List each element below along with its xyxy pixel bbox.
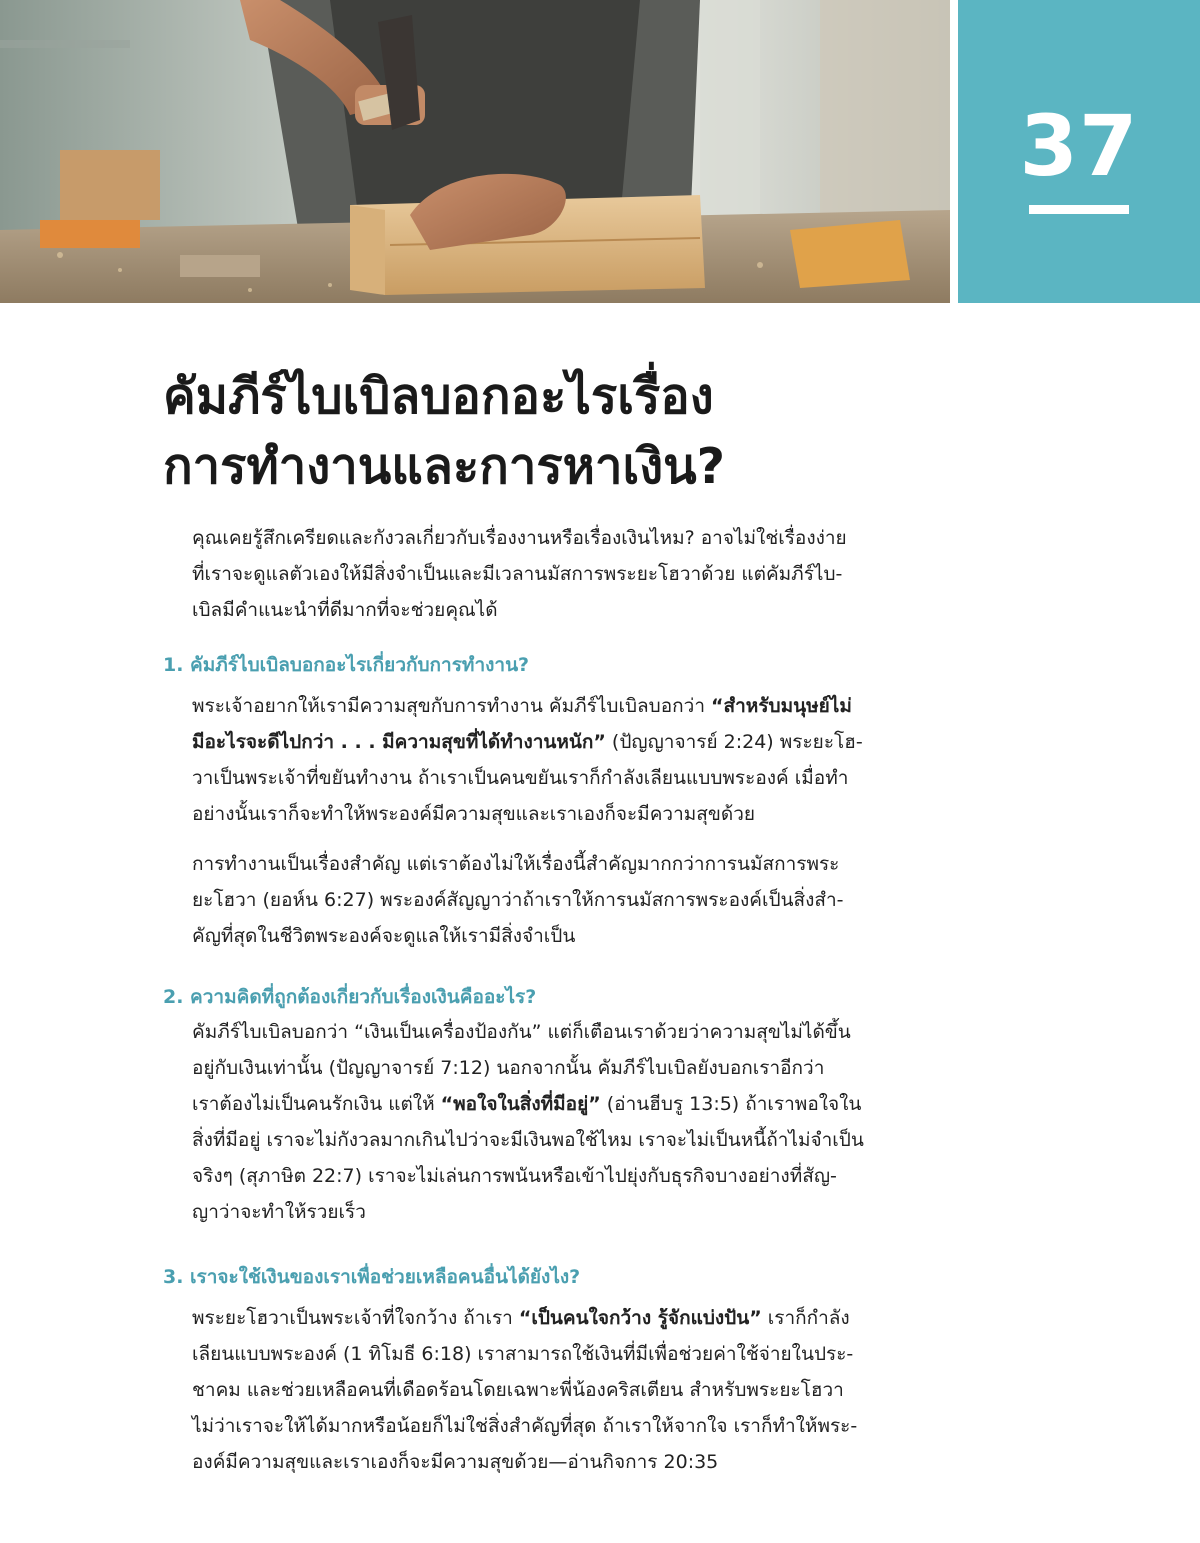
title-line-2: การทำงานและการหาเงิน? [163,438,726,495]
text-run: พระเจ้าอยากให้เรามีความสุขกับการทำงาน คัมภีร์ไบเบิลบอกว่า [192,695,712,717]
text-line: จริงๆ (สุภาษิต 22:7) เราจะไม่เล่นการพนันหรือเข้าไปยุ่งกับธุรกิจบางอย่างที่สัญ- [192,1165,837,1187]
text-run: เราต้องไม่เป็นคนรักเงิน แต่ให้ [192,1093,441,1115]
text-line: องค์มีความสุขและเราเองก็จะมีความสุขด้วย—อ่านกิจการ 20:35 [192,1451,719,1473]
text-line [192,1086,952,1122]
intro-line: ที่เราจะดูแลตัวเองให้มีสิ่งจำเป็นและมีเวลานมัสการพระยะโฮวาด้วย แต่คัมภีร์ไบ- [192,563,843,585]
text-line [192,688,952,724]
page-title [163,362,963,502]
chapter-tab [958,0,1200,303]
scripture-ref: (อ่านฮีบรู 13:5) ถ้าเราพอใจใน [600,1093,862,1115]
text-run: เราก็กำลัง [761,1307,850,1329]
text-line: วาเป็นพระเจ้าที่ขยันทำงาน ถ้าเราเป็นคนขยันเราก็กำลังเลียนแบบพระองค์ เมื่อทำ [192,767,849,789]
section-2-paragraph-1 [192,1014,952,1230]
section-1-paragraph-2 [192,846,952,954]
text-line: อย่างนั้นเราก็จะทำให้พระองค์มีความสุขและเราเองก็จะมีความสุขด้วย [192,803,755,825]
quote-bold: “สำหรับมนุษย์ไม่ [711,695,852,717]
text-line: คัญที่สุดในชีวิตพระองค์จะดูแลให้เรามีสิ่งจำเป็น [192,925,576,947]
text-line: การทำงานเป็นเรื่องสำคัญ แต่เราต้องไม่ให้เรื่องนี้สำคัญมากกว่าการนมัสการพระ [192,853,840,875]
text-line: สิ่งที่มีอยู่ เราจะไม่กังวลมากเกินไปว่าจะมีเงินพอใช้ไหม เราจะไม่เป็นหนี้ถ้าไม่จำเป็น [192,1129,864,1151]
chapter-number: 37 [1019,97,1139,195]
hero-photo [0,0,950,303]
text-line [192,724,952,760]
text-line [192,1300,952,1336]
quote-bold: มีอะไรจะดีไปกว่า . . . มีความสุขที่ได้ทำงานหนัก” [192,731,606,753]
section-3-heading: 3. เราจะใช้เงินของเราเพื่อช่วยเหลือคนอื่นได้ยังไง? [163,1266,581,1288]
text-run: พระยะโฮวาเป็นพระเจ้าที่ใจกว้าง ถ้าเรา [192,1307,519,1329]
scripture-ref: (ปัญญาจารย์ 2:24) พระยะโฮ- [605,731,863,753]
text-line: ญาว่าจะทำให้รวยเร็ว [192,1201,366,1223]
intro-paragraph [192,520,952,628]
intro-line: คุณเคยรู้สึกเครียดและกังวลเกี่ยวกับเรื่องงานหรือเรื่องเงินไหม? อาจไม่ใช่เรื่องง่าย [192,527,847,549]
section-1-paragraph-1 [192,688,952,832]
section-3-paragraph-1 [192,1300,952,1480]
text-line: ยะโฮวา (ยอห์น 6:27) พระองค์สัญญาว่าถ้าเราให้การนมัสการพระองค์เป็นสิ่งสำ- [192,889,844,911]
text-line: เลียนแบบพระองค์ (1 ทิโมธี 6:18) เราสามารถใช้เงินที่มีเพื่อช่วยค่าใช้จ่ายในประ- [192,1343,854,1365]
chapter-rule [1029,205,1129,214]
text-line: คัมภีร์ไบเบิลบอกว่า “เงินเป็นเครื่องป้องกัน” แต่ก็เตือนเราด้วยว่าความสุขไม่ได้ขึ้น [192,1021,851,1043]
section-2-heading: 2. ความคิดที่ถูกต้องเกี่ยวกับเรื่องเงินคืออะไร? [163,986,537,1008]
quote-bold: “พอใจในสิ่งที่มีอยู่” [440,1093,601,1115]
title-line-1: คัมภีร์ไบเบิลบอกอะไรเรื่อง [163,368,714,425]
text-line: ไม่ว่าเราจะให้ได้มากหรือน้อยก็ไม่ใช่สิ่งสำคัญที่สุด ถ้าเราให้จากใจ เราก็ทำให้พระ- [192,1415,858,1437]
text-line: ชาคม และช่วยเหลือคนที่เดือดร้อนโดยเฉพาะพี่น้องคริสเตียน สำหรับพระยะโฮวา [192,1379,844,1401]
text-line: อยู่กับเงินเท่านั้น (ปัญญาจารย์ 7:12) นอกจากนั้น คัมภีร์ไบเบิลยังบอกเราอีกว่า [192,1057,825,1079]
intro-line: เบิลมีคำแนะนำที่ดีมากที่จะช่วยคุณได้ [192,599,498,621]
quote-bold: “เป็นคนใจกว้าง รู้จักแบ่งปัน” [518,1307,762,1329]
carpenter-hammering-wood-icon [0,0,950,303]
section-1-heading: 1. คัมภีร์ไบเบิลบอกอะไรเกี่ยวกับการทำงาน? [163,654,530,676]
